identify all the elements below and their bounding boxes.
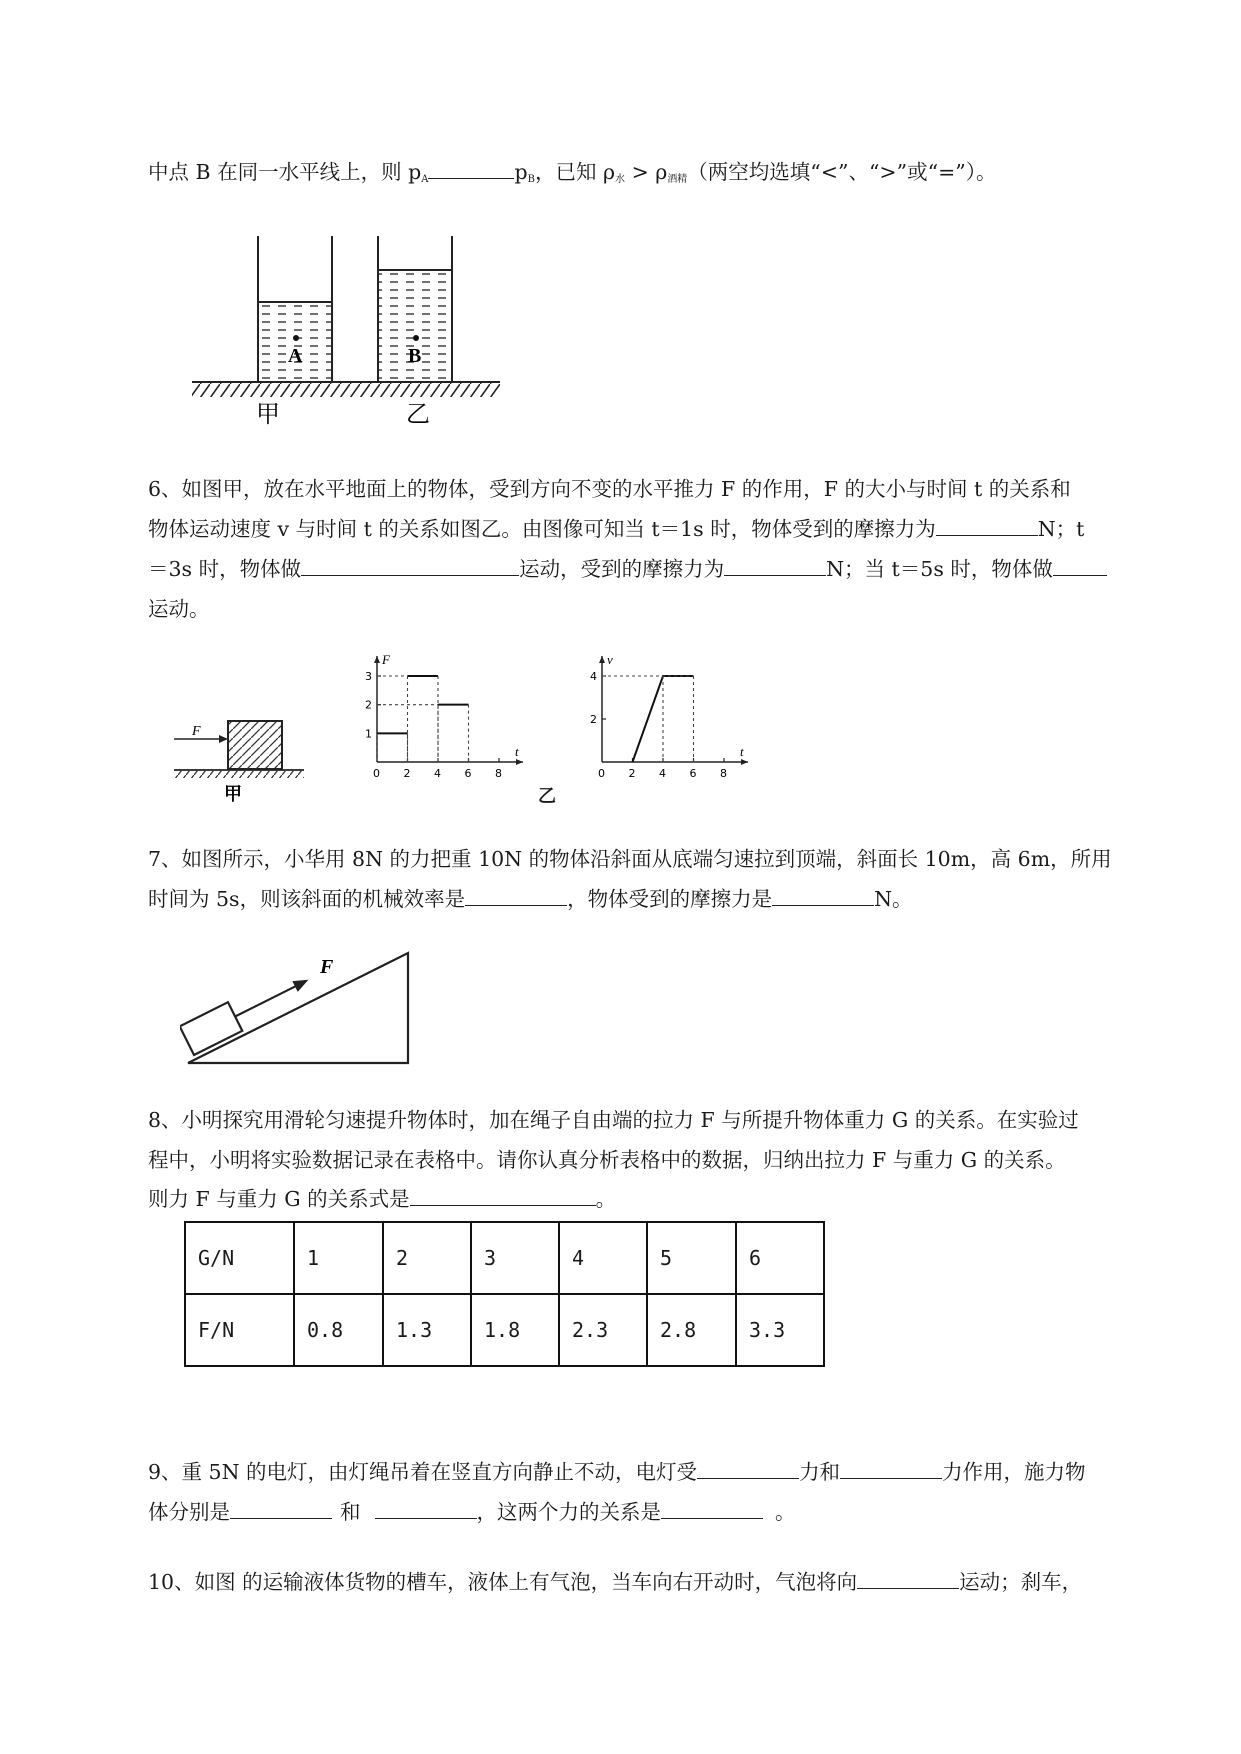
table-cell: 1.3 <box>383 1294 471 1366</box>
y-axis-label: F <box>382 652 390 667</box>
x-tick-label: 0 <box>373 767 380 780</box>
x-tick-label: 6 <box>689 767 697 780</box>
y-tick-label: 3 <box>365 670 372 683</box>
q5-containers-figure <box>180 230 510 430</box>
q9-line-1: 9、重 5N 的电灯，由灯绳吊着在竖直方向静止不动，电灯受 力和 力作用，施力物 <box>148 1460 1086 1484</box>
x-axis-label: t <box>740 744 744 759</box>
q6-label-jia: 甲 <box>224 784 242 805</box>
x-tick-label: 6 <box>464 767 472 780</box>
q9-line-2: 体分别是 和 ，这两个力的关系是 。 <box>148 1500 796 1524</box>
q6-label-yi: 乙 <box>538 786 556 807</box>
table-cell: 0.8 <box>294 1294 383 1366</box>
table-cell: 5 <box>647 1222 736 1294</box>
q6-line-4: 运动。 <box>148 597 210 621</box>
x-axis-label: t <box>515 744 519 759</box>
q6-block-figure <box>170 675 310 805</box>
q8-blank-1[interactable] <box>410 1185 596 1206</box>
y-axis-label: v <box>607 652 613 667</box>
q5-text: 中点 B 在同一水平线上，则 $p_A$ $p_B$，已知 $\rho_水 > \rho_{酒精}$（两空均选填“<”、“>”或“=”）。 <box>148 160 997 185</box>
q8-line-1: 8、小明探究用滑轮匀速提升物体时，加在绳子自由端的拉力 F 与所提升物体重力 G 的关系。在实验过 <box>148 1108 1079 1132</box>
q6-blank-3[interactable] <box>724 555 826 576</box>
q7-force-label: F <box>320 956 334 978</box>
table-cell: 2 <box>383 1222 471 1294</box>
table-cell: G/N <box>185 1222 294 1294</box>
q6-line-2: 物体运动速度 v 与时间 t 的关系如图乙。由图像可知当 t＝1s 时，物体受到的摩擦力为 N；t <box>148 517 1085 541</box>
table-cell: 4 <box>559 1222 647 1294</box>
table-cell: F/N <box>185 1294 294 1366</box>
q5-blank-1[interactable] <box>428 158 514 179</box>
q9-blank-1[interactable] <box>697 1458 799 1479</box>
q6-blank-4[interactable] <box>1053 555 1107 576</box>
q8-line-2: 程中，小明将实验数据记录在表格中。请你认真分析表格中的数据，归纳出拉力 F 与重力 G 的关系。 <box>148 1148 1066 1172</box>
q7-line-2: 时间为 5s，则该斜面的机械效率是 ，物体受到的摩擦力是 N。 <box>148 887 913 911</box>
q6-line-3: ＝3s 时，物体做 运动，受到的摩擦力为 N；当 t＝5s 时，物体做 <box>148 555 1107 583</box>
y-tick-label: 4 <box>590 670 597 683</box>
f-t-chart <box>345 650 535 780</box>
q9-blank-2[interactable] <box>840 1458 942 1479</box>
table-cell: 6 <box>736 1222 824 1294</box>
label-jia: 甲 <box>256 400 280 428</box>
label-yi: 乙 <box>406 400 430 428</box>
table-row <box>185 1294 824 1366</box>
table-cell: 2.3 <box>559 1294 647 1366</box>
q9-blank-5[interactable] <box>661 1498 763 1519</box>
q9-blank-3[interactable] <box>230 1498 332 1519</box>
table-cell: 1.8 <box>471 1294 559 1366</box>
q6-blank-1[interactable] <box>936 515 1038 536</box>
v-t-chart <box>570 650 760 780</box>
table-cell: 3.3 <box>736 1294 824 1366</box>
q6-line-1: 6、如图甲，放在水平地面上的物体，受到方向不变的水平推力 F 的作用，F 的大小与时间 t 的关系和 <box>148 477 1071 501</box>
q8-line-3: 则力 F 与重力 G 的关系式是 。 <box>148 1187 617 1211</box>
q7-blank-1[interactable] <box>465 885 567 906</box>
x-tick-label: 8 <box>720 767 727 780</box>
q6-force-label: F <box>192 724 201 739</box>
q9-blank-4[interactable] <box>375 1498 477 1519</box>
y-axis-arrow <box>599 656 605 663</box>
q7-line-1: 7、如图所示，小华用 8N 的力把重 10N 的物体沿斜面从底端匀速拉到顶端，斜面长 10m，高 6m，所用 <box>148 847 1112 871</box>
point-a-label: A <box>288 345 303 367</box>
table-cell: 2.8 <box>647 1294 736 1366</box>
x-tick-label: 8 <box>495 767 502 780</box>
q10-line-1: 10、如图 的运输液体货物的槽车，液体上有气泡，当车向右开动时，气泡将向 运动；刹车， <box>148 1570 1083 1594</box>
x-tick-label: 2 <box>628 767 636 780</box>
y-axis-arrow <box>374 656 380 663</box>
q10-blank-1[interactable] <box>857 1568 959 1589</box>
y-tick-label: 1 <box>365 727 372 741</box>
x-tick-label: 4 <box>434 767 441 780</box>
x-axis-arrow <box>741 759 748 765</box>
table-cell: 3 <box>471 1222 559 1294</box>
point-b-label: B <box>408 345 422 367</box>
x-axis-arrow <box>516 759 523 765</box>
data-table <box>184 1221 825 1367</box>
table-cell: 1 <box>294 1222 383 1294</box>
x-tick-label: 0 <box>598 767 605 780</box>
x-tick-label: 4 <box>659 767 666 780</box>
x-tick-label: 2 <box>403 767 411 780</box>
q7-incline-figure <box>180 945 430 1070</box>
q7-blank-2[interactable] <box>772 885 874 906</box>
table-row <box>185 1222 824 1294</box>
y-tick-label: 2 <box>365 698 372 712</box>
y-tick-label: 2 <box>590 713 597 726</box>
q6-blank-2[interactable] <box>301 555 519 576</box>
